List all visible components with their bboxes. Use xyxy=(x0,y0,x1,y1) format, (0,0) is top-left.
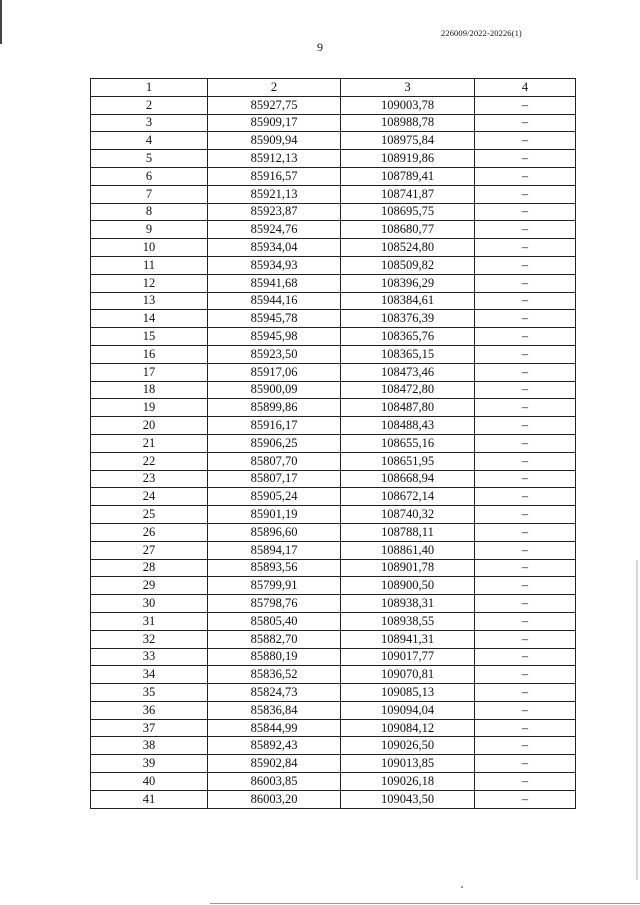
table-row xyxy=(91,595,576,613)
table-cell-col-4: – xyxy=(475,167,576,185)
table-cell-col-3: 108365,15 xyxy=(341,345,475,363)
table-cell-col-2: 85805,40 xyxy=(208,612,341,630)
table-cell-col-3: 109013,85 xyxy=(341,755,475,773)
table-row xyxy=(91,203,576,221)
table-cell-col-3: 108651,95 xyxy=(341,452,475,470)
table-cell-col-1: 14 xyxy=(91,310,208,328)
table-row xyxy=(91,630,576,648)
table-cell-col-3: 108655,16 xyxy=(341,434,475,452)
table-cell-col-3: 108788,11 xyxy=(341,523,475,541)
table-cell-col-2: 85917,06 xyxy=(208,363,341,381)
table-row xyxy=(91,221,576,239)
table-row xyxy=(91,150,576,168)
table-cell-col-1: 17 xyxy=(91,363,208,381)
document-id: 226009/2022-20226(1) xyxy=(441,28,522,38)
table-cell-col-4: – xyxy=(475,239,576,257)
table-cell-col-4: – xyxy=(475,203,576,221)
table-row xyxy=(91,399,576,417)
table-cell-col-2: 85906,25 xyxy=(208,434,341,452)
table-row xyxy=(91,363,576,381)
table-cell-col-4: – xyxy=(475,345,576,363)
table-cell-col-1: 15 xyxy=(91,328,208,346)
table-cell-col-4: – xyxy=(475,648,576,666)
table-row xyxy=(91,523,576,541)
table-cell-col-1: 27 xyxy=(91,541,208,559)
table-cell-col-2: 85916,17 xyxy=(208,417,341,435)
table-cell-col-2: 85923,87 xyxy=(208,203,341,221)
table-cell-col-4: – xyxy=(475,559,576,577)
table-cell-col-4: – xyxy=(475,470,576,488)
table-cell-col-1: 5 xyxy=(91,150,208,168)
table-cell-col-3: 108861,40 xyxy=(341,541,475,559)
table-cell-col-4: – xyxy=(475,328,576,346)
table-cell-col-2: 85799,91 xyxy=(208,577,341,595)
table-cell-col-3: 108740,32 xyxy=(341,506,475,524)
table-cell-col-2: 85798,76 xyxy=(208,595,341,613)
table-header-row xyxy=(91,79,576,97)
table-cell-col-2: 85905,24 xyxy=(208,488,341,506)
table-cell-col-4: – xyxy=(475,595,576,613)
table-cell-col-1: 2 xyxy=(91,96,208,114)
table-row xyxy=(91,612,576,630)
table-cell-col-1: 26 xyxy=(91,523,208,541)
table-cell-col-3: 108975,84 xyxy=(341,132,475,150)
table-row xyxy=(91,559,576,577)
table-cell-col-4: – xyxy=(475,363,576,381)
table-cell-col-1: 30 xyxy=(91,595,208,613)
table-row xyxy=(91,737,576,755)
table-cell-col-4: – xyxy=(475,755,576,773)
table-body xyxy=(91,96,576,808)
table-cell-col-3: 109043,50 xyxy=(341,790,475,808)
table-row xyxy=(91,719,576,737)
table-cell-col-4: – xyxy=(475,719,576,737)
table-cell-col-1: 34 xyxy=(91,666,208,684)
table-cell-col-1: 23 xyxy=(91,470,208,488)
table-cell-col-4: – xyxy=(475,417,576,435)
table-cell-col-2: 85901,19 xyxy=(208,506,341,524)
table-cell-col-4: – xyxy=(475,221,576,239)
table-cell-col-1: 32 xyxy=(91,630,208,648)
table-cell-col-4: – xyxy=(475,773,576,791)
table-cell-col-2: 85916,57 xyxy=(208,167,341,185)
table-row xyxy=(91,292,576,310)
table-cell-col-2: 85923,50 xyxy=(208,345,341,363)
table-cell-col-4: – xyxy=(475,577,576,595)
table-cell-col-3: 108938,55 xyxy=(341,612,475,630)
table-cell-col-3: 108668,94 xyxy=(341,470,475,488)
table-cell-col-2: 85912,13 xyxy=(208,150,341,168)
table-cell-col-3: 108680,77 xyxy=(341,221,475,239)
table-cell-col-4: – xyxy=(475,114,576,132)
table-cell-col-1: 35 xyxy=(91,684,208,702)
table-cell-col-1: 11 xyxy=(91,256,208,274)
table-row xyxy=(91,381,576,399)
table-row xyxy=(91,417,576,435)
table-cell-col-2: 85900,09 xyxy=(208,381,341,399)
table-cell-col-1: 31 xyxy=(91,612,208,630)
table-row xyxy=(91,506,576,524)
table-row xyxy=(91,256,576,274)
table-cell-col-1: 3 xyxy=(91,114,208,132)
table-cell-col-2: 85921,13 xyxy=(208,185,341,203)
column-header: 3 xyxy=(341,79,475,97)
table-cell-col-4: – xyxy=(475,310,576,328)
table-row xyxy=(91,648,576,666)
table-row xyxy=(91,790,576,808)
table-row xyxy=(91,310,576,328)
table-cell-col-3: 108900,50 xyxy=(341,577,475,595)
table-cell-col-2: 85945,98 xyxy=(208,328,341,346)
table-cell-col-3: 108365,76 xyxy=(341,328,475,346)
table-row xyxy=(91,114,576,132)
table-row xyxy=(91,167,576,185)
table-cell-col-3: 108941,31 xyxy=(341,630,475,648)
table-row xyxy=(91,684,576,702)
table-cell-col-1: 6 xyxy=(91,167,208,185)
table-cell-col-3: 109085,13 xyxy=(341,684,475,702)
table-cell-col-2: 86003,85 xyxy=(208,773,341,791)
table-cell-col-4: – xyxy=(475,399,576,417)
table-cell-col-3: 108473,46 xyxy=(341,363,475,381)
table-cell-col-3: 109084,12 xyxy=(341,719,475,737)
table-cell-col-4: – xyxy=(475,612,576,630)
table-cell-col-2: 85893,56 xyxy=(208,559,341,577)
table-cell-col-1: 37 xyxy=(91,719,208,737)
table-cell-col-2: 85836,52 xyxy=(208,666,341,684)
table-cell-col-3: 108672,14 xyxy=(341,488,475,506)
table-cell-col-1: 12 xyxy=(91,274,208,292)
scan-edge-mark-right xyxy=(636,560,638,880)
table-cell-col-1: 7 xyxy=(91,185,208,203)
table-cell-col-2: 85894,17 xyxy=(208,541,341,559)
table-cell-col-2: 85924,76 xyxy=(208,221,341,239)
table-row xyxy=(91,434,576,452)
table-cell-col-4: – xyxy=(475,506,576,524)
table-cell-col-2: 85836,84 xyxy=(208,701,341,719)
table-row xyxy=(91,755,576,773)
table-cell-col-1: 16 xyxy=(91,345,208,363)
table-cell-col-1: 19 xyxy=(91,399,208,417)
table-cell-col-3: 108919,86 xyxy=(341,150,475,168)
table-cell-col-1: 41 xyxy=(91,790,208,808)
table-cell-col-1: 22 xyxy=(91,452,208,470)
table-row xyxy=(91,452,576,470)
table-cell-col-1: 13 xyxy=(91,292,208,310)
table-row xyxy=(91,701,576,719)
table-cell-col-2: 85882,70 xyxy=(208,630,341,648)
table-cell-col-2: 85880,19 xyxy=(208,648,341,666)
table-cell-col-1: 24 xyxy=(91,488,208,506)
table-cell-col-3: 108524,80 xyxy=(341,239,475,257)
table-cell-col-4: – xyxy=(475,132,576,150)
table-cell-col-2: 85896,60 xyxy=(208,523,341,541)
table-row xyxy=(91,239,576,257)
table-cell-col-1: 18 xyxy=(91,381,208,399)
table-cell-col-4: – xyxy=(475,292,576,310)
table-row xyxy=(91,577,576,595)
table-cell-col-4: – xyxy=(475,452,576,470)
table-cell-col-4: – xyxy=(475,523,576,541)
table-row xyxy=(91,488,576,506)
table-cell-col-1: 36 xyxy=(91,701,208,719)
table-row xyxy=(91,132,576,150)
table-cell-col-1: 10 xyxy=(91,239,208,257)
table-row xyxy=(91,541,576,559)
table-cell-col-3: 108396,29 xyxy=(341,274,475,292)
table-cell-col-2: 86003,20 xyxy=(208,790,341,808)
table-cell-col-2: 85844,99 xyxy=(208,719,341,737)
table-cell-col-1: 33 xyxy=(91,648,208,666)
column-header: 4 xyxy=(475,79,576,97)
table-cell-col-3: 108488,43 xyxy=(341,417,475,435)
table-cell-col-2: 85824,73 xyxy=(208,684,341,702)
table-cell-col-3: 108988,78 xyxy=(341,114,475,132)
bottom-edge-line xyxy=(210,903,640,904)
table-cell-col-3: 108789,41 xyxy=(341,167,475,185)
table-cell-col-4: – xyxy=(475,790,576,808)
table-cell-col-2: 85944,16 xyxy=(208,292,341,310)
table-cell-col-2: 85807,70 xyxy=(208,452,341,470)
table-cell-col-4: – xyxy=(475,185,576,203)
table-cell-col-4: – xyxy=(475,488,576,506)
table-cell-col-3: 109070,81 xyxy=(341,666,475,684)
table-cell-col-2: 85934,04 xyxy=(208,239,341,257)
table-row xyxy=(91,185,576,203)
table-cell-col-4: – xyxy=(475,150,576,168)
table-cell-col-3: 108487,80 xyxy=(341,399,475,417)
table-cell-col-4: – xyxy=(475,381,576,399)
table-cell-col-2: 85945,78 xyxy=(208,310,341,328)
scan-edge-mark-left xyxy=(0,0,2,44)
table-cell-col-3: 108901,78 xyxy=(341,559,475,577)
table-cell-col-3: 109026,50 xyxy=(341,737,475,755)
table-cell-col-2: 85941,68 xyxy=(208,274,341,292)
table-cell-col-4: – xyxy=(475,737,576,755)
page-number: 9 xyxy=(317,40,323,54)
scan-speck xyxy=(461,886,463,888)
table-cell-col-3: 108695,75 xyxy=(341,203,475,221)
table-cell-col-2: 85807,17 xyxy=(208,470,341,488)
column-header: 2 xyxy=(208,79,341,97)
table-cell-col-2: 85909,17 xyxy=(208,114,341,132)
table-cell-col-1: 9 xyxy=(91,221,208,239)
table-cell-col-1: 40 xyxy=(91,773,208,791)
table-cell-col-1: 29 xyxy=(91,577,208,595)
table-cell-col-4: – xyxy=(475,701,576,719)
table-cell-col-4: – xyxy=(475,541,576,559)
table-cell-col-4: – xyxy=(475,684,576,702)
coordinates-table xyxy=(90,78,576,809)
table-cell-col-1: 4 xyxy=(91,132,208,150)
table-row xyxy=(91,345,576,363)
table-cell-col-2: 85927,75 xyxy=(208,96,341,114)
table-row xyxy=(91,666,576,684)
table-row xyxy=(91,470,576,488)
table-cell-col-3: 108384,61 xyxy=(341,292,475,310)
table-cell-col-2: 85934,93 xyxy=(208,256,341,274)
table-cell-col-4: – xyxy=(475,274,576,292)
column-header: 1 xyxy=(91,79,208,97)
table-cell-col-2: 85909,94 xyxy=(208,132,341,150)
table-cell-col-3: 108376,39 xyxy=(341,310,475,328)
table-cell-col-4: – xyxy=(475,256,576,274)
table-cell-col-2: 85902,84 xyxy=(208,755,341,773)
table-cell-col-4: – xyxy=(475,666,576,684)
table-row xyxy=(91,96,576,114)
table-cell-col-2: 85899,86 xyxy=(208,399,341,417)
table-cell-col-3: 109017,77 xyxy=(341,648,475,666)
table-cell-col-1: 21 xyxy=(91,434,208,452)
table-row xyxy=(91,274,576,292)
table-row xyxy=(91,773,576,791)
table-cell-col-3: 109094,04 xyxy=(341,701,475,719)
table-cell-col-1: 20 xyxy=(91,417,208,435)
table-cell-col-4: – xyxy=(475,434,576,452)
table-cell-col-4: – xyxy=(475,96,576,114)
table-cell-col-1: 25 xyxy=(91,506,208,524)
table-cell-col-2: 85892,43 xyxy=(208,737,341,755)
table-cell-col-3: 109003,78 xyxy=(341,96,475,114)
table-cell-col-3: 109026,18 xyxy=(341,773,475,791)
table-row xyxy=(91,328,576,346)
table-cell-col-3: 108938,31 xyxy=(341,595,475,613)
table-cell-col-3: 108741,87 xyxy=(341,185,475,203)
table-cell-col-1: 28 xyxy=(91,559,208,577)
table-cell-col-4: – xyxy=(475,630,576,648)
table-cell-col-1: 8 xyxy=(91,203,208,221)
table-cell-col-1: 38 xyxy=(91,737,208,755)
table-cell-col-1: 39 xyxy=(91,755,208,773)
table-cell-col-3: 108509,82 xyxy=(341,256,475,274)
table-cell-col-3: 108472,80 xyxy=(341,381,475,399)
